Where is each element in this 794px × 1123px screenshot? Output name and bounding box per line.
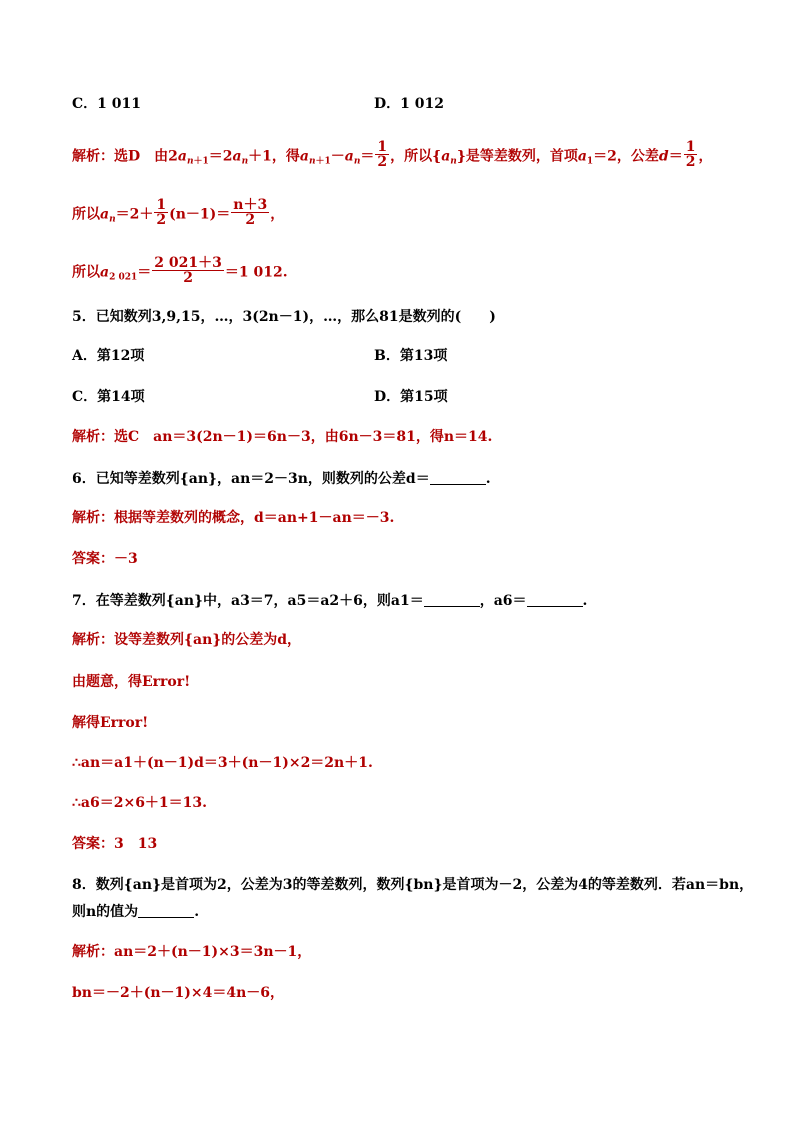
fraction-one-half-2: $\frac{1}{2}$ xyxy=(685,139,696,170)
q5-option-d: D．第15项 xyxy=(374,389,448,405)
fraction-one-half-3: $\frac{1}{2}$ xyxy=(156,197,167,228)
question-6: 6．已知等差数列{an}，an＝2－3n，则数列的公差d＝ . xyxy=(72,471,491,487)
q5-option-c: C．第14项 D．第15项 xyxy=(72,389,448,405)
solution-prev-line-1: 解析：选D 由$2a_{n+1}=2a_n+1$，得$a_{n+1}-a_n=$ $\frac{1}{2}$ ，所以$\{a_n\}$是等差数列，首项$a_1=2$，公差d＝ $\frac{1}{2}$ ， xyxy=(72,139,713,170)
solution-prev-line-3: 所以$a_{2 021}=$ $\frac{2 021+3}{2}$ ＝1 012. xyxy=(72,255,288,286)
option-c-prev: C．1 011 D．1 012 xyxy=(72,96,444,112)
q8-answer-blank xyxy=(138,903,194,918)
fraction-n-plus-3: $\frac{n+3}{2}$ xyxy=(233,197,268,228)
question-7: 7．在等差数列{an}中，a3＝7，a5＝a2＋6，则a1＝ ，a6＝ . xyxy=(72,593,588,609)
q7-solution-3: 解得Error! xyxy=(72,715,149,731)
question-5: 5．已知数列3,9,15，…，3(2n－1)，…，那么81是数列的( ) xyxy=(72,309,496,325)
fraction-one-half: $\frac{1}{2}$ xyxy=(377,139,388,170)
q5-option-b: B．第13项 xyxy=(374,348,448,364)
q6-answer: 答案：－3 xyxy=(72,551,138,567)
q5-solution: 解析：选C an＝3(2n－1)＝6n－3，由6n－3＝81，得n＝14. xyxy=(72,429,493,445)
q7-answer: 答案：3 13 xyxy=(72,836,158,852)
q8-solution-1: 解析：an＝2＋(n－1)×3＝3n－1， xyxy=(72,944,312,960)
q6-solution: 解析：根据等差数列的概念，d＝an+1－an＝－3. xyxy=(72,510,395,526)
fraction-2021: $\frac{2 021+3}{2}$ xyxy=(154,255,222,286)
solution-prev-line-2: 所以$a_n=2+$ $\frac{1}{2}$ (n－1)＝ $\frac{n+3}{2}$ ， xyxy=(72,197,285,228)
q7-answer-blank-1 xyxy=(424,592,480,607)
q6-answer-blank xyxy=(430,470,486,485)
question-8-line-2: 则n的值为 . xyxy=(72,904,200,920)
q7-solution-1: 解析：设等差数列{an}的公差为d， xyxy=(72,632,302,648)
q7-solution-4: ∴an＝a1＋(n－1)d＝3＋(n－1)×2＝2n＋1. xyxy=(72,755,373,771)
q7-solution-5: ∴a6＝2×6＋1＝13. xyxy=(72,795,208,811)
q8-solution-2: bn＝－2＋(n－1)×4＝4n－6， xyxy=(72,985,285,1001)
q5-option-a: A．第12项 B．第13项 xyxy=(72,348,448,364)
option-d-prev: D．1 012 xyxy=(374,96,444,112)
q7-solution-2: 由题意，得Error! xyxy=(72,674,191,690)
question-8-line-1: 8．数列{an}是首项为2，公差为3的等差数列，数列{bn}是首项为－2，公差为4的等差数列．若an＝bn， xyxy=(72,877,754,893)
q7-answer-blank-2 xyxy=(527,592,583,607)
